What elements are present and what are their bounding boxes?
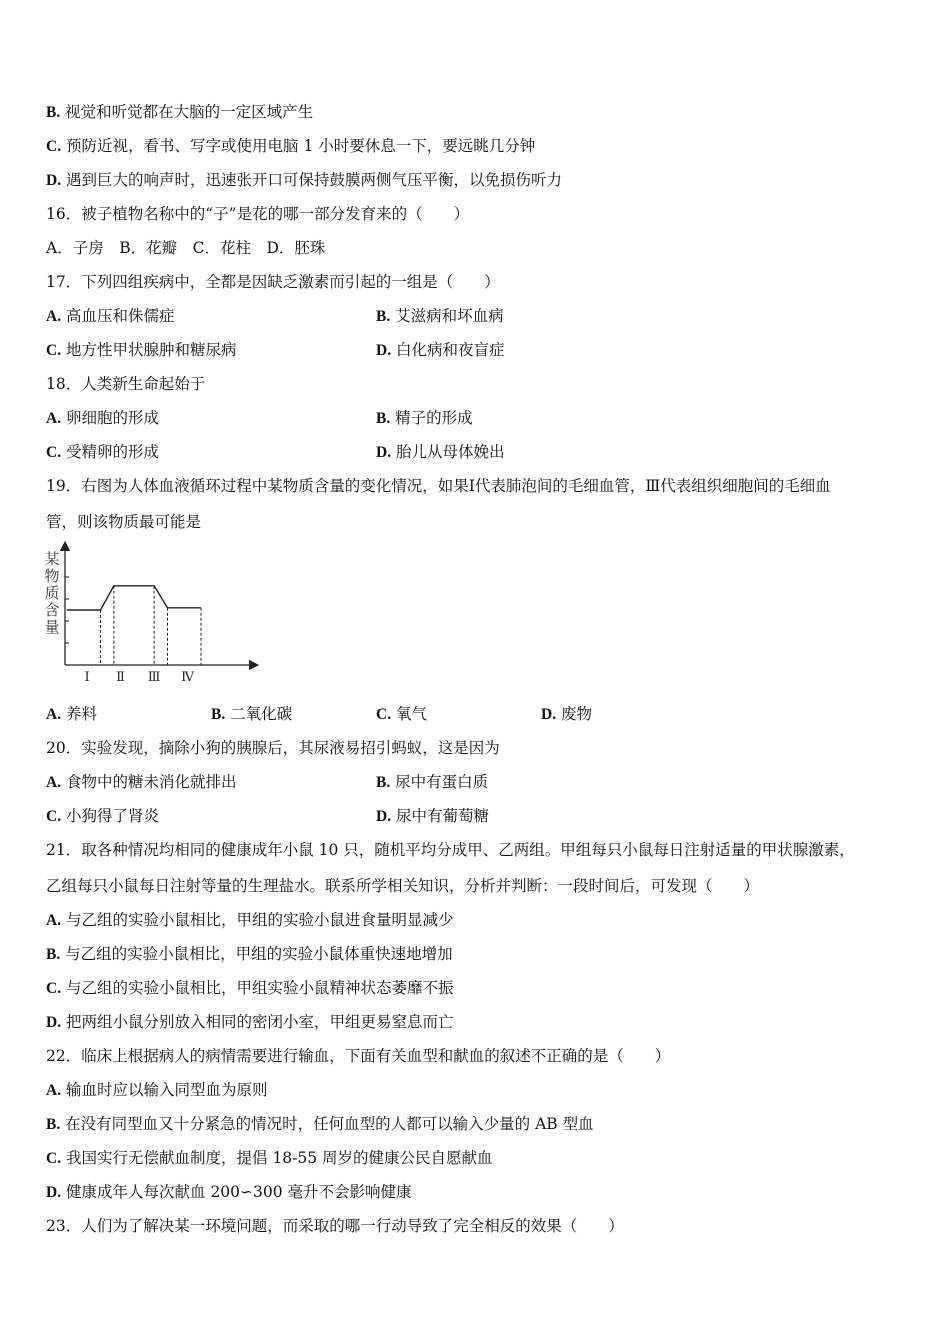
- q17-option-d: D. 白化病和夜盲症: [376, 341, 505, 359]
- q21-option-c: C. 与乙组的实验小鼠相比，甲组实验小鼠精神状态萎靡不振: [46, 979, 454, 997]
- q21-stem-line2: 乙组每只小鼠每日注射等量的生理盐水。联系所学相关知识，分析并判断：一段时间后，可发现（ ）: [46, 877, 760, 895]
- q15-option-d: D. 遇到巨大的响声时，迅速张开口可保持鼓膜两侧气压平衡，以免损伤听力: [46, 171, 563, 189]
- q19-option-a: A. 养料: [46, 705, 98, 723]
- q18-stem: 18．人类新生命起始于: [46, 375, 206, 393]
- y-axis-label-char: 物: [44, 567, 60, 585]
- q18-option-a: A. 卵细胞的形成: [46, 409, 160, 427]
- q22-option-a: A. 输血时应以输入同型血为原则: [46, 1081, 268, 1099]
- q19-option-c: C. 氧气: [376, 705, 428, 723]
- q20-stem: 20．实验发现，摘除小狗的胰腺后，其尿液易招引蚂蚁，这是因为: [46, 739, 500, 757]
- x-tick-label: Ⅳ: [181, 670, 195, 685]
- q17-option-c: C. 地方性甲状腺肿和糖尿病: [46, 341, 237, 359]
- x-tick-label: Ⅱ: [116, 670, 126, 685]
- y-axis-label-char: 含: [44, 601, 60, 619]
- q20-option-c: C. 小狗得了肾炎: [46, 807, 160, 825]
- q21-option-a: A. 与乙组的实验小鼠相比，甲组的实验小鼠进食量明显减少: [46, 911, 454, 929]
- x-tick-label: Ⅰ: [84, 670, 90, 685]
- q16-stem: 16．被子植物名称中的“子”是花的哪一部分发育来的（ ）: [46, 205, 470, 223]
- q16-options: A．子房 B．花瓣 C．花柱 D．胚珠: [46, 239, 326, 257]
- y-axis-label-char: 质: [44, 584, 60, 602]
- x-tick-labels: [85, 670, 196, 685]
- q18-option-c: C. 受精卵的形成: [46, 443, 160, 461]
- q19-option-b: B. 二氧化碳: [211, 705, 293, 723]
- q15-option-b: B. 视觉和听觉都在大脑的一定区域产生: [46, 103, 314, 121]
- series-line: [67, 586, 201, 610]
- x-tick-label: Ⅲ: [147, 670, 161, 685]
- q19-option-d: D. 废物: [541, 705, 593, 723]
- q20-option-d: D. 尿中有葡萄糖: [376, 807, 490, 825]
- q22-option-c: C. 我国实行无偿献血制度，提倡 18-55 周岁的健康公民自愿献血: [46, 1149, 493, 1167]
- section-dividers: [101, 586, 202, 665]
- y-axis-label-char: 某: [44, 550, 60, 568]
- q22-stem: 22．临床上根据病人的病情需要进行输血，下面有关血型和献血的叙述不正确的是（ ）: [46, 1047, 671, 1065]
- q15-option-c: C. 预防近视，看书、写字或使用电脑 1 小时要休息一下，要远眺几分钟: [46, 137, 536, 155]
- q20-option-b: B. 尿中有蛋白质: [376, 773, 489, 791]
- y-axis-label-char: 量: [44, 618, 60, 636]
- q17-option-b: B. 艾滋病和坏血病: [376, 307, 504, 325]
- q22-option-b: B. 在没有同型血又十分紧急的情况时，任何血型的人都可以输入少量的 AB 型血: [46, 1115, 594, 1133]
- q21-option-d: D. 把两组小鼠分别放入相同的密闭小室，甲组更易窒息而亡: [46, 1013, 454, 1031]
- series-polyline: [67, 586, 201, 610]
- q21-stem-line1: 21．取各种情况均相同的健康成年小鼠 10 只，随机平均分成甲、乙两组。甲组每只小鼠每日注射适量的甲状腺激素，: [46, 841, 855, 859]
- q22-option-d: D. 健康成年人每次献血 200∽300 毫升不会影响健康: [46, 1183, 412, 1201]
- y-axis-label: [44, 550, 59, 636]
- q17-option-a: A. 高血压和侏儒症: [46, 307, 175, 325]
- q18-option-d: D. 胎儿从母体娩出: [376, 443, 505, 461]
- q18-option-b: B. 精子的形成: [376, 409, 473, 427]
- q19-stem-line1: 19．右图为人体血液循环过程中某物质含量的变化情况，如果Ⅰ代表肺泡间的毛细血管，Ⅲ代表组织细胞间的毛细血: [46, 477, 831, 495]
- q19-stem-line2: 管，则该物质最可能是: [46, 513, 202, 531]
- q21-option-b: B. 与乙组的实验小鼠相比，甲组的实验小鼠体重快速地增加: [46, 945, 453, 963]
- q17-stem: 17．下列四组疾病中，全都是因缺乏激素而引起的一组是（ ）: [46, 273, 500, 291]
- q19-figure: [40, 540, 260, 685]
- q23-stem: 23．人们为了解决某一环境问题，而采取的哪一行动导致了完全相反的效果（ ）: [46, 1217, 624, 1235]
- q20-option-a: A. 食物中的糖未消化就排出: [46, 773, 237, 791]
